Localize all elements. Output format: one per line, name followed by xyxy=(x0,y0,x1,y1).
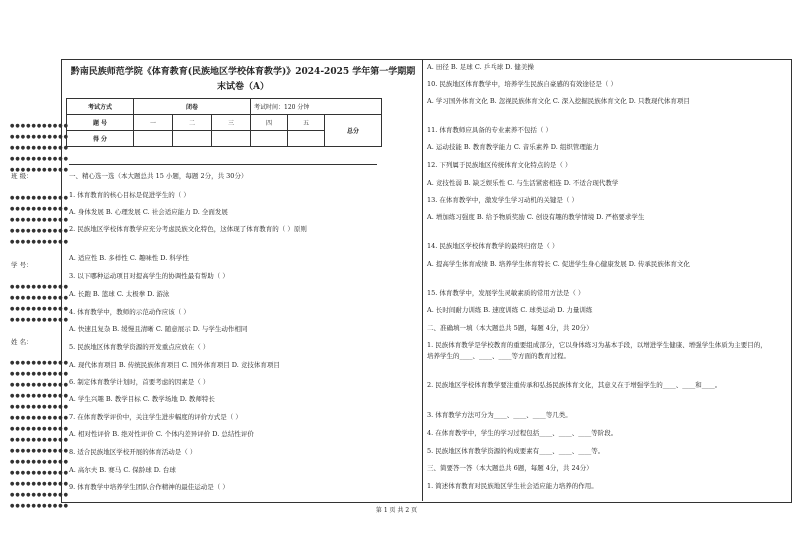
exam-method-label: 考试方式 xyxy=(67,99,134,115)
header-rule xyxy=(69,164,377,165)
score-cell-5[interactable] xyxy=(288,131,325,147)
question-text: 12. 下列属于民族地区传统体育文化特点的是（ ） xyxy=(427,161,572,169)
question-options: A. 运动技能 B. 教育教学能力 C. 音乐素养 D. 组织管理能力 xyxy=(427,143,599,151)
class-label: 班 级： xyxy=(11,172,33,180)
fill-question: 1. 民族体育教学是学校教育的重要组成部分，它以身体练习为基本手段，以增进学生健康、增强学生体质为主要目的，培养学生的____、____、____等方面的教育过程。 xyxy=(427,341,767,360)
fill-question: 3. 体育教学方法可分为____、____、____等几类。 xyxy=(427,411,572,419)
col-3: 三 xyxy=(212,115,251,131)
question-options: A. 适应性 B. 多样性 C. 趣味性 D. 科学性 xyxy=(69,254,189,262)
question-options: A. 长跑 B. 篮球 C. 太极拳 D. 游泳 xyxy=(69,290,170,298)
section3-heading: 三、简要答一答（本大题总共 6题，每题 4分，共 24分） xyxy=(427,464,593,472)
exam-title: 黔南民族师范学院《体育教育(民族地区学校体育教学)》2024-2025 学年第一学期期末试卷（A） xyxy=(70,67,416,92)
question-text: 10. 民族地区体育教学中，培养学生民族自豪感的有效途径是（ ） xyxy=(427,80,617,88)
question-options: A. 相对性评价 B. 绝对性评价 C. 个体内差异评价 D. 总结性评价 xyxy=(69,430,254,438)
question-number-label: 题 号 xyxy=(67,115,134,131)
question-options: A. 身体发展 B. 心理发展 C. 社会适应能力 D. 全面发展 xyxy=(69,208,228,216)
col-5: 五 xyxy=(288,115,325,131)
name-label: 姓 名： xyxy=(11,338,33,346)
question-text: 4. 体育教学中，教师的示范动作应该（ ） xyxy=(69,308,190,316)
col-4: 四 xyxy=(251,115,288,131)
question-options: A. 现代体育项目 B. 传统民族体育项目 C. 国外体育项目 D. 竞技体育项目 xyxy=(69,361,280,369)
section1-heading: 一、精心选一选（本大题总共 15 小题，每题 2分，共 30分） xyxy=(69,172,248,180)
question-text: 5. 民族地区体育教学资源的开发重点应放在（ ） xyxy=(69,343,210,351)
question-text: 14. 民族地区学校体育教学的最终归宿是（ ） xyxy=(427,242,559,250)
column-divider xyxy=(422,59,423,501)
fill-question: 2. 民族地区学校体育教学要注重传承和弘扬民族体育文化，其意义在于增强学生的____、____和____。 xyxy=(427,381,722,389)
student-id-label: 学 号： xyxy=(11,261,33,269)
binding-dots-3: ●●●●●●●●●●● ●●●●●●●●●●● ●●●●●●●●●●● ●●●●●●●●●●● xyxy=(10,284,69,323)
question-options: A. 田径 B. 足球 C. 乒乓球 D. 健美操 xyxy=(427,63,534,71)
question-options: A. 快速且复杂 B. 缓慢且清晰 C. 随意展示 D. 与学生动作相同 xyxy=(69,325,248,333)
question-options: A. 长时间耐力训练 B. 速度训练 C. 球类运动 D. 力量训练 xyxy=(427,306,593,314)
page-footer: 第 1 页 共 2 页 xyxy=(375,507,418,514)
question-options: A. 学生兴趣 B. 教学目标 C. 教学场地 D. 教师特长 xyxy=(69,395,215,403)
question-text: 8. 适合民族地区学校开展的体育活动是（ ） xyxy=(69,448,197,456)
binding-dots-1: ●●●●●●●●●●● ●●●●●●●●●●● ●●●●●●●●●●● ●●●●●●●●●●● ●●●●●●●●●●● xyxy=(10,123,69,173)
question-options: A. 高尔夫 B. 赛马 C. 保龄球 D. 台球 xyxy=(69,466,176,474)
question-text: 7. 在体育教学评价中，关注学生进步幅度的评价方式是（ ） xyxy=(69,413,242,421)
score-cell-4[interactable] xyxy=(251,131,288,147)
score-table xyxy=(66,98,382,147)
question-options: A. 增加练习强度 B. 给予物质奖励 C. 创设有趣的教学情境 D. 严格要求学生 xyxy=(427,213,645,221)
binding-dots-4: ●●●●●●●●●●● ●●●●●●●●●●● ●●●●●●●●●●● ●●●●●●●●●●● ●●●●●●●●●●● ●●●●●●●●●●● ●●●●●●●●●●● ●●●●●●●●●●● ●●●●●●●●●●● ●●●●●●●●●●● ●●●●●●●●●●● ●●●●●●●●●●● ●●●●●●●●●●● ●●●●●●●●●●● xyxy=(10,360,69,509)
total-label: 总分 xyxy=(325,115,382,147)
question-text: 15. 体育教学中，发展学生灵敏素质的常用方法是（ ） xyxy=(427,289,585,297)
question-options: A. 提高学生体育成绩 B. 培养学生体育特长 C. 促进学生身心健康发展 D. 传承民族体育文化 xyxy=(427,260,690,268)
score-label: 得 分 xyxy=(67,131,134,147)
binding-dots-2: ●●●●●●●●●●● ●●●●●●●●●●● ●●●●●●●●●●● ●●●●●●●●●●● ●●●●●●●●●●● xyxy=(10,195,69,245)
score-cell-3[interactable] xyxy=(212,131,251,147)
score-cell-1[interactable] xyxy=(134,131,173,147)
question-text: 1. 体育教育的核心目标是促进学生的（ ） xyxy=(69,191,190,199)
question-text: 13. 在体育教学中，激发学生学习动机的关键是（ ） xyxy=(427,196,578,204)
question-options: A. 学习国外体育文化 B. 忽视民族体育文化 C. 深入挖掘民族体育文化 D. 只教现代体育项目 xyxy=(427,97,690,105)
col-2: 二 xyxy=(173,115,212,131)
exam-method-value: 闭卷 xyxy=(134,99,251,115)
question-text: 11. 体育教师应具备的专业素养不包括（ ） xyxy=(427,126,552,134)
question-options: A. 竞技性弱 B. 缺乏娱乐性 C. 与生活紧密相连 D. 不适合现代教学 xyxy=(427,179,619,187)
col-1: 一 xyxy=(134,115,173,131)
fill-question: 4. 在体育教学中，学生的学习过程包括____、____、____等阶段。 xyxy=(427,429,618,437)
short-answer-question: 1. 简述体育教育对民族地区学生社会适应能力培养的作用。 xyxy=(427,482,598,490)
question-text: 3. 以下哪种运动项目对提高学生的协调性最有帮助（ ） xyxy=(69,272,229,280)
question-text: 2. 民族地区学校体育教学应充分考虑民族文化特色，这体现了体育教育的（ ）原则 xyxy=(69,225,307,233)
fill-question: 5. 民族地区体育教学资源的构成要素有____、____、____等。 xyxy=(427,447,605,455)
question-text: 9. 体育教学中培养学生团队合作精神的最佳运动是（ ） xyxy=(69,483,229,491)
exam-time: 考试时间：120 分钟 xyxy=(251,99,382,115)
question-text: 6. 制定体育教学计划时，首要考虑的因素是（ ） xyxy=(69,378,210,386)
section2-heading: 二、准确填一填（本大题总共 5题，每题 4分，共 20分） xyxy=(427,324,593,332)
score-cell-2[interactable] xyxy=(173,131,212,147)
